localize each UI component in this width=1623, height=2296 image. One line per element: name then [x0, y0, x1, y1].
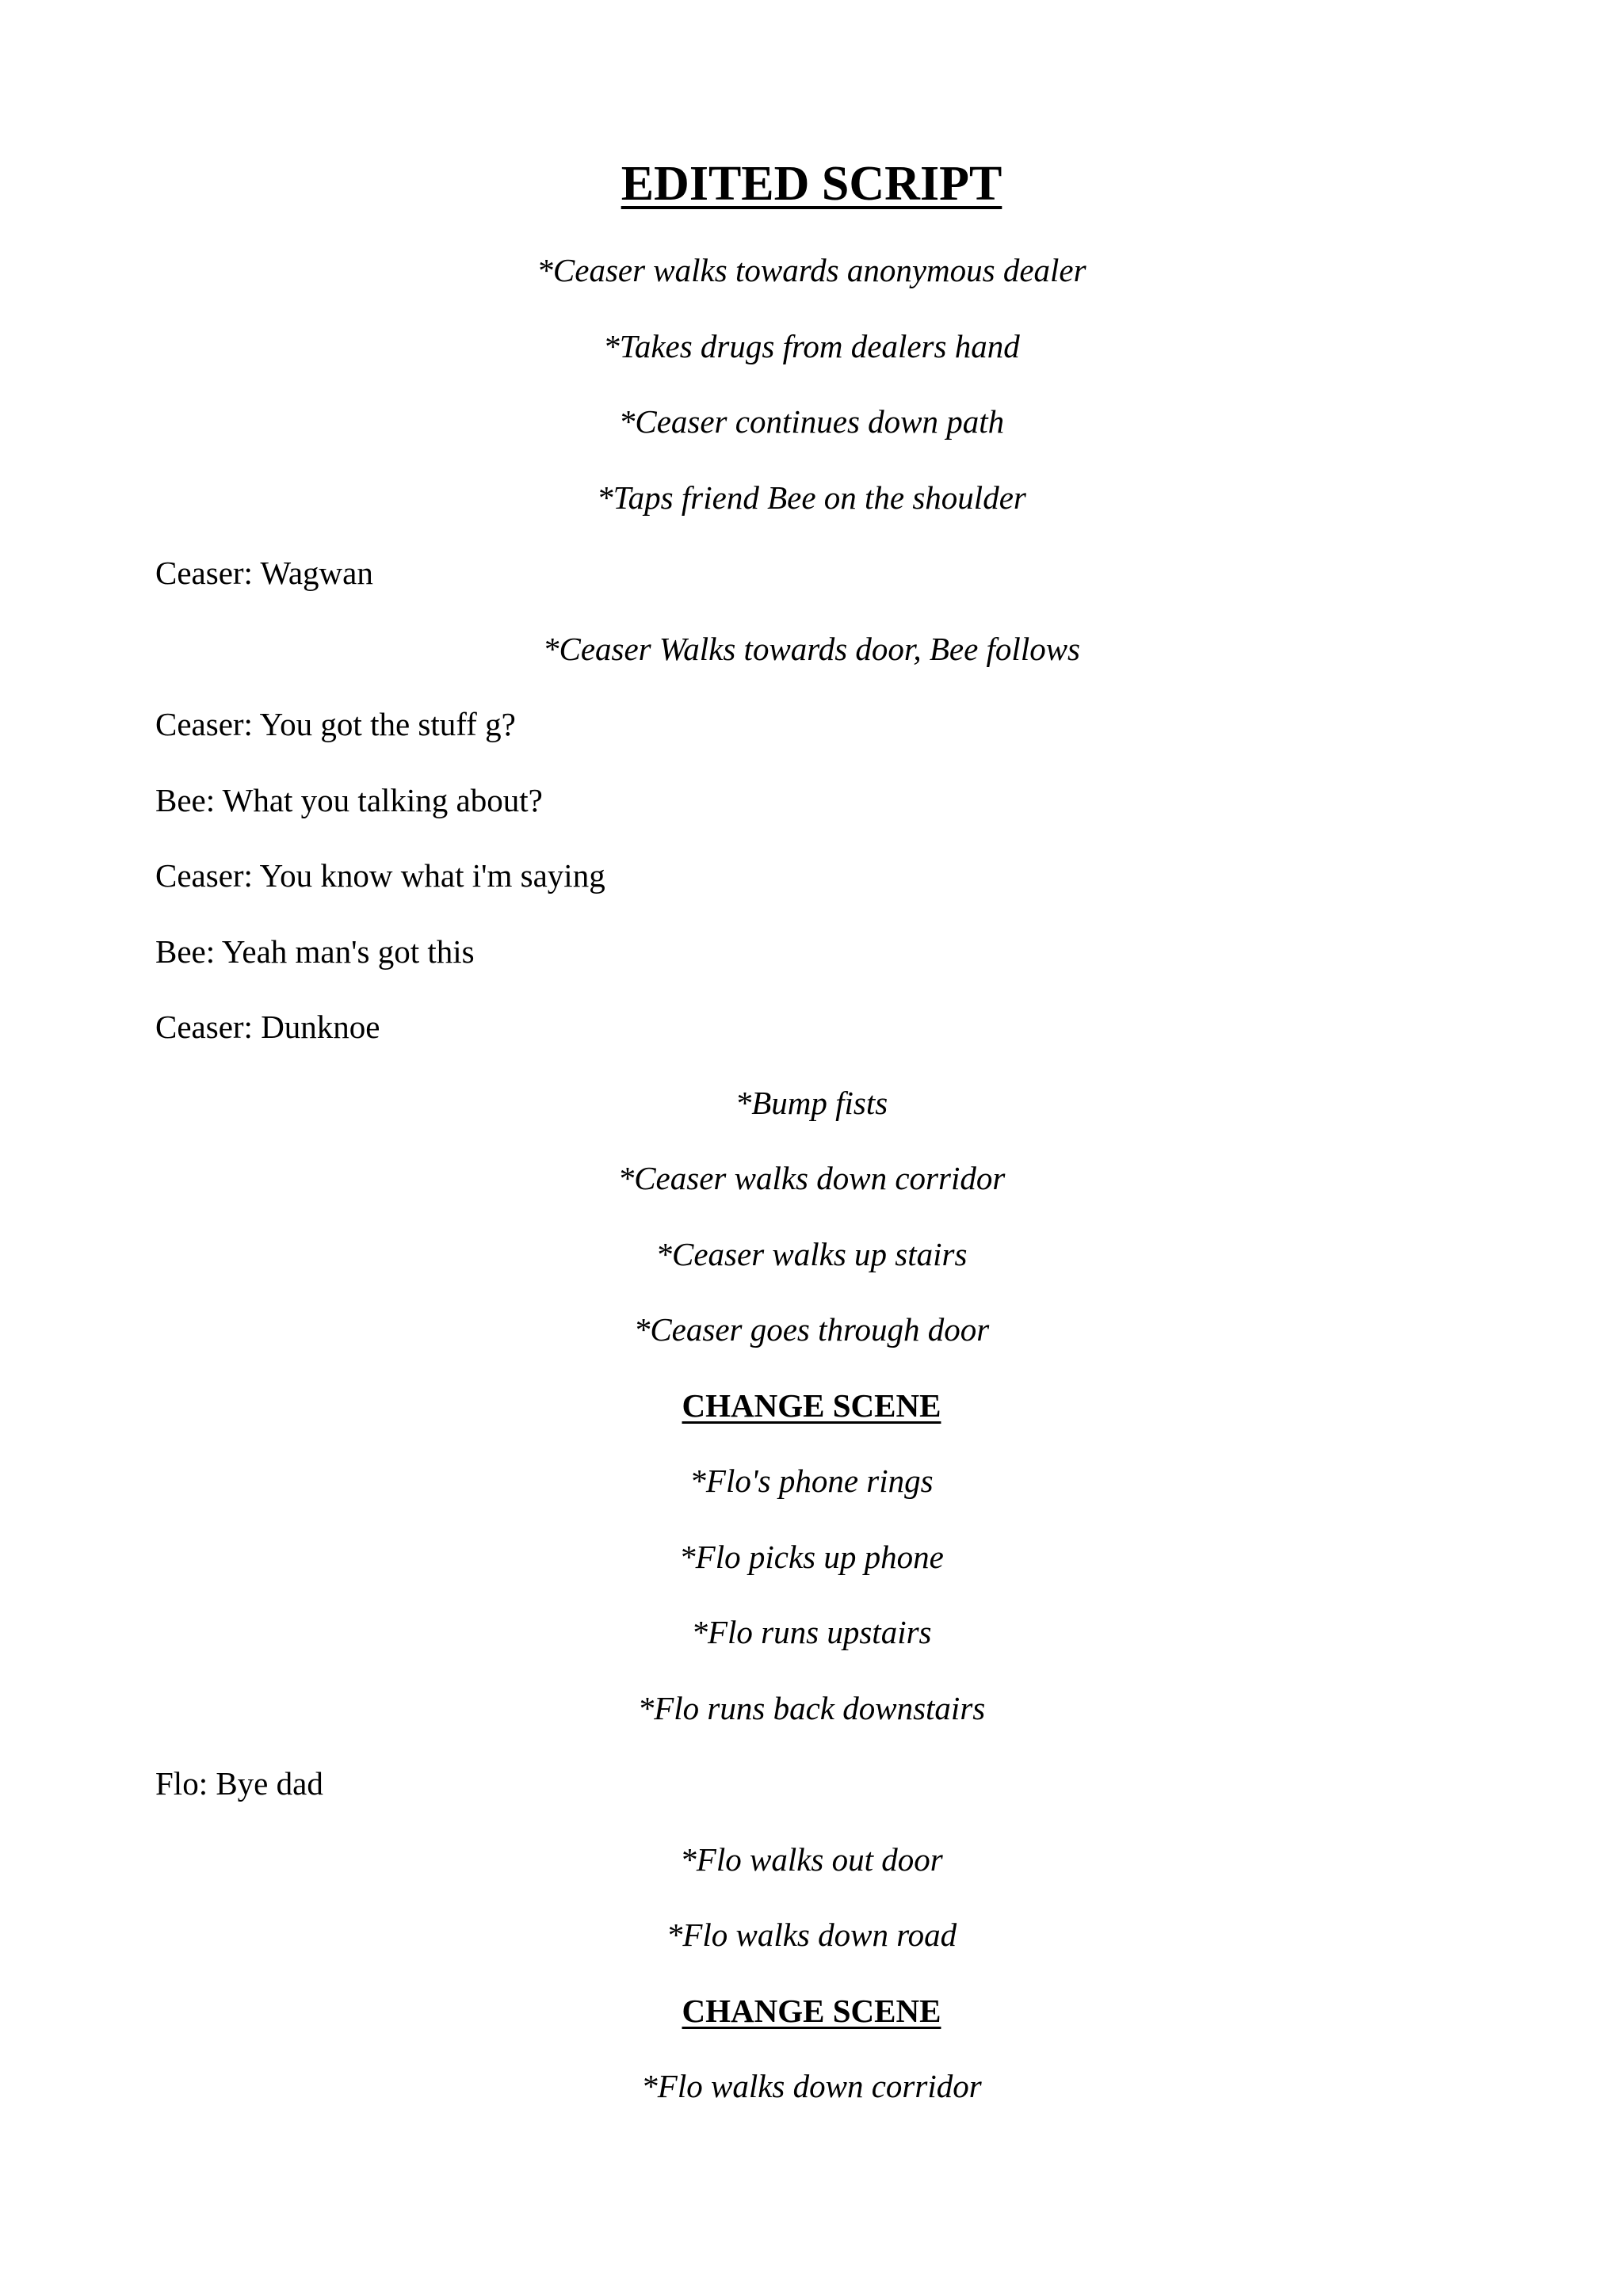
stage-direction: *Flo walks down corridor: [641, 2068, 982, 2104]
stage-direction: *Ceaser walks towards anonymous dealer: [537, 252, 1086, 288]
stage-direction: *Ceaser walks down corridor: [617, 1160, 1006, 1196]
stage-direction: *Flo runs back downstairs: [637, 1690, 986, 1726]
stage-direction: *Flo's phone rings: [689, 1463, 934, 1499]
stage-direction: *Takes drugs from dealers hand: [603, 328, 1020, 364]
stage-direction: *Ceaser Walks towards door, Bee follows: [542, 631, 1081, 667]
stage-direction: *Ceaser goes through door: [633, 1311, 990, 1348]
dialogue-line: Flo: Bye dad: [155, 1765, 323, 1802]
dialogue-line: Ceaser: You got the stuff g?: [155, 706, 516, 742]
dialogue-line: Ceaser: Wagwan: [155, 555, 373, 591]
scene-heading: CHANGE SCENE: [682, 1993, 941, 2029]
stage-direction: *Flo walks down road: [666, 1917, 957, 1953]
scene-heading: CHANGE SCENE: [682, 1387, 941, 1424]
dialogue-line: Ceaser: Dunknoe: [155, 1009, 380, 1045]
stage-direction: *Flo picks up phone: [679, 1539, 944, 1575]
dialogue-line: Bee: What you talking about?: [155, 782, 543, 818]
stage-direction: *Taps friend Bee on the shoulder: [597, 479, 1026, 516]
stage-direction: *Flo runs upstairs: [691, 1614, 932, 1650]
stage-direction: *Flo walks out door: [680, 1841, 943, 1878]
dialogue-line: Bee: Yeah man's got this: [155, 933, 475, 970]
stage-direction: *Bump fists: [735, 1085, 888, 1121]
dialogue-line: Ceaser: You know what i'm saying: [155, 857, 605, 894]
stage-direction: *Ceaser walks up stairs: [655, 1236, 968, 1272]
page-title: EDITED SCRIPT: [621, 157, 1002, 211]
stage-direction: *Ceaser continues down path: [618, 403, 1005, 440]
